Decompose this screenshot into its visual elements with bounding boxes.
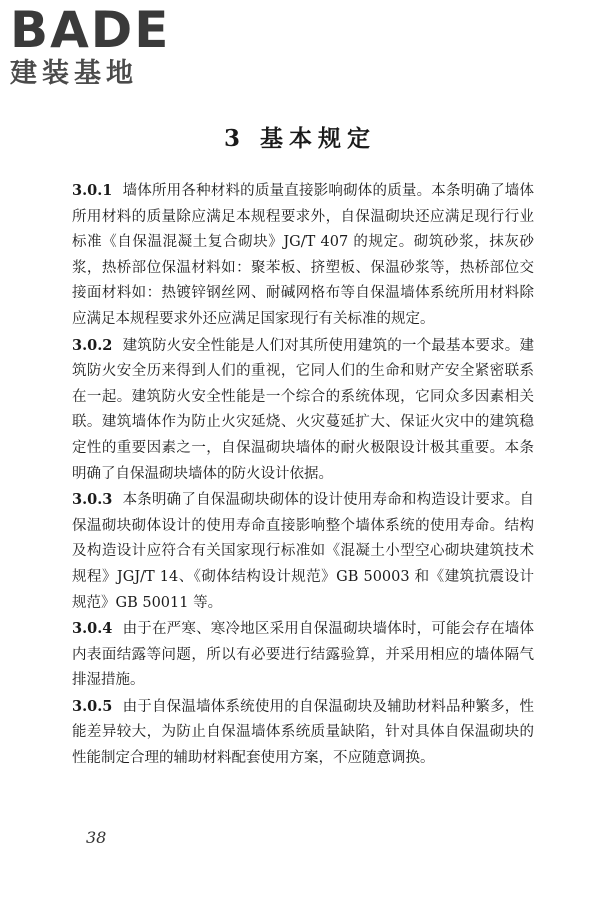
clause-number: 3.0.2: [72, 336, 113, 354]
clause-text: 本条明确了自保温砌块砌体的设计使用寿命和构造设计要求。自保温砌块砌体设计的使用寿命直接影响整个墙体系统的使用寿命。结构及构造设计应符合有关国家现行标准如《混凝土小型空心砌块建筑技术规程》JGJ/T 14、《砌体结构设计规范》GB 50003 和《建筑抗震设计规范》GB 50011 等。: [72, 492, 534, 611]
clause-3-0-5: [72, 694, 534, 772]
watermark-logo: [10, 1, 180, 90]
clause-number: 3.0.4: [72, 620, 113, 638]
clause-3-0-2: [72, 333, 534, 488]
clause-text: 建筑防火安全性能是人们对其所使用建筑的一个最基本要求。建筑防火安全历来得到人们的重视，它同人们的生命和财产安全紧密联系在一起。建筑防火安全性能是一个综合的系统体现，它同众多因素相关联。建筑墙体作为防止火灾延烧、火灾蔓延扩大、保证火灾中的建筑稳定性的重要因素之一，自保温砌块墙体的耐火极限设计极其重要。本条明确了自保温砌块墙体的防火设计依据。: [72, 337, 534, 482]
clause-text: 由于自保温墙体系统使用的自保温砌块及辅助材料品种繁多，性能差异较大，为防止自保温墙体系统质量缺陷，针对具体自保温砌块的性能制定合理的辅助材料配套使用方案，不应随意调换。: [72, 698, 534, 767]
logo-subtitle: 建装基地: [10, 58, 138, 89]
page-number: 38: [86, 828, 107, 847]
clause-3-0-1: [72, 178, 534, 333]
clause-text: 由于在严寒、寒冷地区采用自保温砌块墙体时，可能会存在墙体内表面结露等问题，所以有必要进行结露验算，并采用相应的墙体隔气排湿措施。: [72, 621, 534, 689]
clause-number: 3.0.5: [72, 697, 113, 715]
clause-number: 3.0.1: [72, 182, 113, 199]
clause-number: 3.0.3: [72, 491, 113, 509]
clause-list: [72, 178, 534, 772]
clause-3-0-4: [72, 616, 534, 694]
clause-text: 墙体所用各种材料的质量直接影响砌体的质量。本条明确了墙体所用材料的质量除应满足本规程要求外，自保温砌块还应满足现行行业标准《自保温混凝土复合砌块》JG/T 407 的规定。砌筑砂浆，抹灰砂浆，热桥部位保温材料如：聚苯板、挤塑板、保温砂浆等，热桥部位交接面材料如：热镀锌钢丝网、耐碱网格布等自保温墙体系统所用材料除应满足本规程要求外还应满足国家现行有关标准的规定。: [72, 183, 534, 327]
logo-title: BADE: [10, 1, 171, 59]
clause-3-0-3: [72, 487, 534, 616]
chapter-title: 3 基本规定: [223, 125, 376, 152]
